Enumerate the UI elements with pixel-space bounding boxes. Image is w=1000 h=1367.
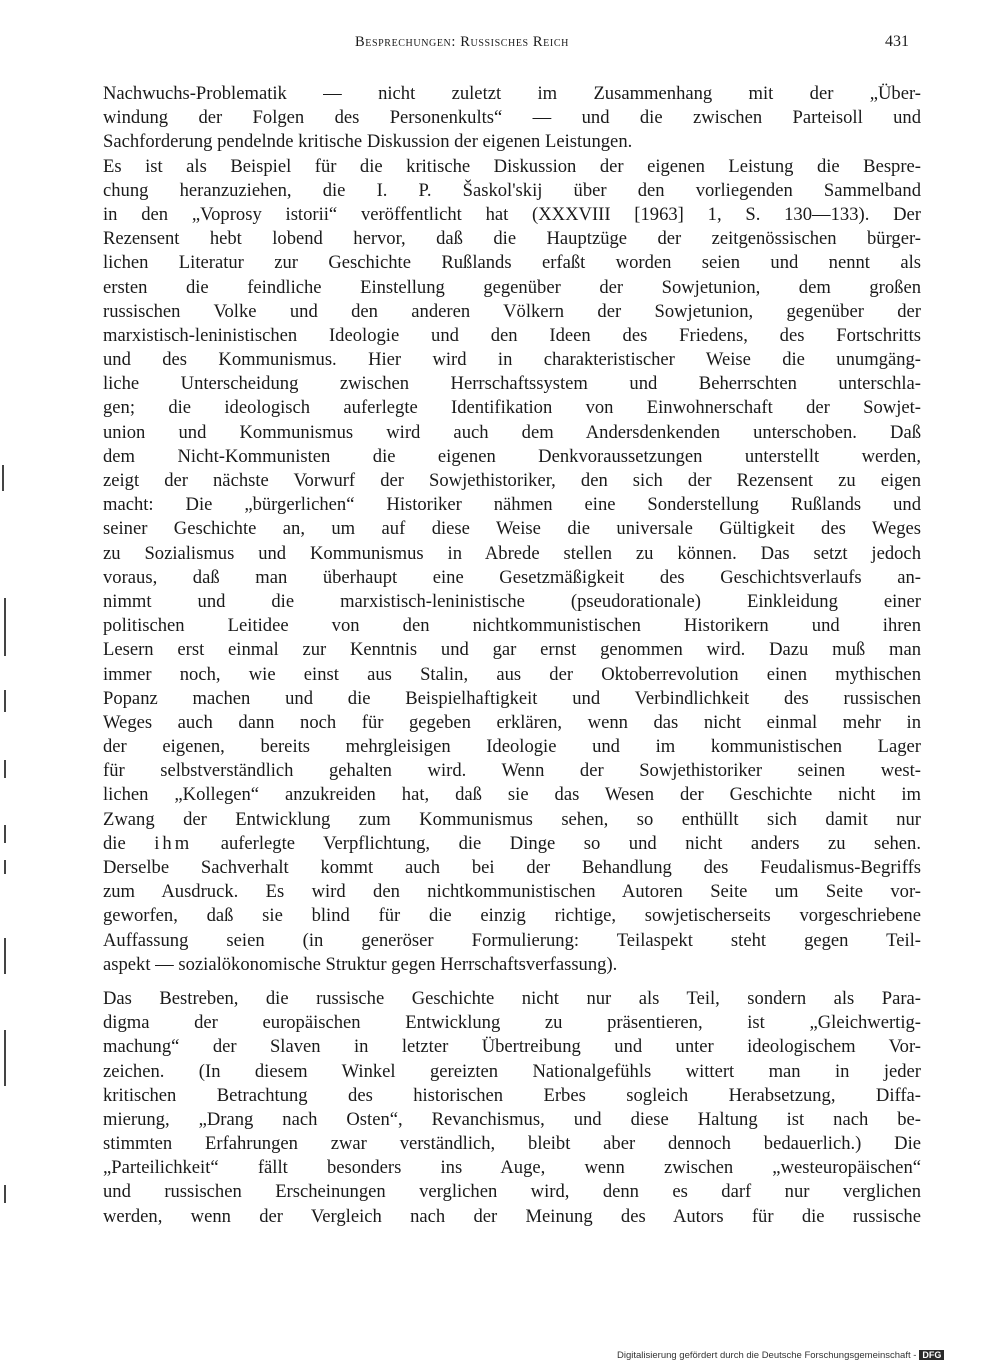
text-segment: auferlegte Verpflichtung, die Dinge so und nicht anders zu sehen. [220,832,921,854]
text-line: politischen Leitidee von den nichtkommunistischen Historikern und ihren [103,615,921,637]
text-line: und des Kommunismus. Hier wird in charakteristischer Weise die unumgäng- [103,349,921,371]
text-line: werden, wenn der Vergleich nach der Meinung des Autors für die russische [103,1205,921,1227]
text-line: zeigt der nächste Vorwurf der Sowjethistoriker, den sich der Rezensent zu eigen [103,470,921,491]
text-line: für selbstverständlich gehalten wird. Wenn der Sowjethistoriker seinen west- [103,760,921,782]
text-line: kritischen Betrachtung des historischen Erbes sogleich Herabsetzung, Diffa- [103,1084,921,1106]
emphasized-word: ihm [154,832,193,854]
text-line: „Parteilichkeit“ fällt besonders ins Auge, wenn zwischen „westeuropäischen“ [103,1157,921,1179]
page-header [0,34,1000,56]
margin-mark [4,598,6,656]
text-line: seiner Geschichte an, um auf diese Weise die universale Gültigkeit des Weges [103,518,921,540]
text-line: gen; die ideologisch auferlegte Identifikation von Einwohnerschaft der Sowjet- [103,397,921,419]
text-line: Zwang der Entwicklung zum Kommunismus sehen, so enthüllt sich damit nur [103,808,921,830]
text-line: stimmten Erfahrungen zwar verständlich, bleibt aber dennoch bedauerlich.) Die [103,1133,921,1155]
text-line: der eigenen, bereits mehrgleisigen Ideologie und im kommunistischen Lager [103,736,921,758]
text-line: ersten die feindliche Einstellung gegenüber der Sowjetunion, dem großen [103,276,921,298]
text-line: chung heranzuziehen, die I. P. Šaskol'skij über den vorliegenden Sammelband [103,179,921,201]
text-line: Sachforderung pendelnde kritische Diskussion der eigenen Leistungen. [103,131,633,153]
running-head: Besprechungen: Russisches Reich [355,34,569,50]
text-line: Weges auch dann noch für gegeben erklären, wenn das nicht einmal mehr in [103,711,921,733]
text-line: machung“ der Slaven in letzter Übertreibung und unter ideologischem Vor- [103,1036,921,1058]
text-line: Auffassung seien (in generöser Formulierung: Teilaspekt steht gegen Teil- [103,929,921,951]
text-line: Nachwuchs-Problematik — nicht zuletzt im Zusammenhang mit der „Über- [103,83,921,104]
footer-text: Digitalisierung gefördert durch die Deutsche Forschungsgemeinschaft - [617,1350,917,1361]
text-line: und russischen Erscheinungen verglichen wird, denn es darf nur verglichen [103,1181,921,1203]
text-line: dem Nicht-Kommunisten die eigenen Denkvoraussetzungen unterstellt werden, [103,445,921,467]
text-line: aspekt — sozialökonomische Struktur gegen Herrschaftsverfassung). [103,953,618,975]
text-line: windung der Folgen des Personenkults“ — und die zwischen Parteisoll und [103,107,921,129]
text-line: mierung, „Drang nach Osten“, Revanchismus, und diese Haltung ist nach be- [103,1108,921,1130]
margin-mark [4,690,6,712]
text-line: zum Ausdruck. Es wird den nichtkommunistischen Autoren Seite um Seite vor- [103,881,921,903]
text-line: geworfen, daß sie blind für die einzig richtige, sowjetischerseits vorgeschriebene [103,905,921,927]
margin-mark [2,465,4,491]
margin-mark [4,860,6,874]
text-line: voraus, daß man überhaupt eine Gesetzmäßigkeit des Geschichtsverlaufs an- [103,566,921,588]
text-line: digma der europäischen Entwicklung zu präsentieren, ist „Gleichwertig- [103,1012,921,1034]
margin-mark [4,1185,6,1203]
text-line [103,832,921,856]
margin-mark [4,938,6,974]
margin-mark [4,760,6,778]
text-line: Es ist als Beispiel für die kritische Diskussion der eigenen Leistung die Bespre- [103,155,921,177]
text-line: russischen Volke und den anderen Völkern der Sowjetunion, gegenüber der [103,300,921,322]
body-text [103,82,921,1229]
text-line: Popanz machen und die Beispielhaftigkeit und Verbindlichkeit des russischen [103,687,921,709]
page-number: 431 [885,33,909,50]
paragraph-gap [103,977,921,987]
text-segment: die [103,832,126,854]
text-line: in den „Voprosy istorii“ veröffentlicht hat (XXXVIII [1963] 1, S. 130—133). Der [103,203,921,225]
digitization-footer [617,1350,944,1361]
text-line: macht: Die „bürgerlichen“ Historiker nähmen eine Sonderstellung Rußlands und [103,494,921,516]
text-line: marxistisch-leninistischen Ideologie und den Ideen des Friedens, des Fortschritts [103,324,921,346]
text-line: immer noch, wie einst aus Stalin, aus der Oktoberrevolution einen mythischen [103,663,921,685]
dfg-logo: DFG [919,1350,944,1360]
text-line: nimmt und die marxistisch-leninistische (pseudorationale) Einkleidung einer [103,590,921,612]
text-line: Rezensent hebt lobend hervor, daß die Hauptzüge der zeitgenössischen bürger- [103,228,921,250]
text-line: liche Unterscheidung zwischen Herrschaftssystem und Beherrschten unterschla- [103,373,921,395]
text-line: Lesern erst einmal zur Kenntnis und gar ernst genommen wird. Dazu muß man [103,639,921,661]
text-line: union und Kommunismus wird auch dem Andersdenkenden unterschoben. Daß [103,421,921,443]
margin-mark [4,1030,6,1086]
text-line: Derselbe Sachverhalt kommt auch bei der Behandlung des Feudalismus-Begriffs [103,857,921,878]
margin-mark [4,825,6,843]
text-line: lichen „Kollegen“ anzukreiden hat, daß sie das Wesen der Geschichte nicht im [103,784,921,806]
text-line: Das Bestreben, die russische Geschichte nicht nur als Teil, sondern als Para- [103,987,921,1009]
text-line: zeichen. (In diesem Winkel gereizten Nationalgefühls wittert man in jeder [103,1060,921,1082]
text-line: zu Sozialismus und Kommunismus in Abrede stellen zu können. Das setzt jedoch [103,542,921,564]
text-line: lichen Literatur zur Geschichte Rußlands erfaßt worden seien und nennt als [103,252,921,274]
